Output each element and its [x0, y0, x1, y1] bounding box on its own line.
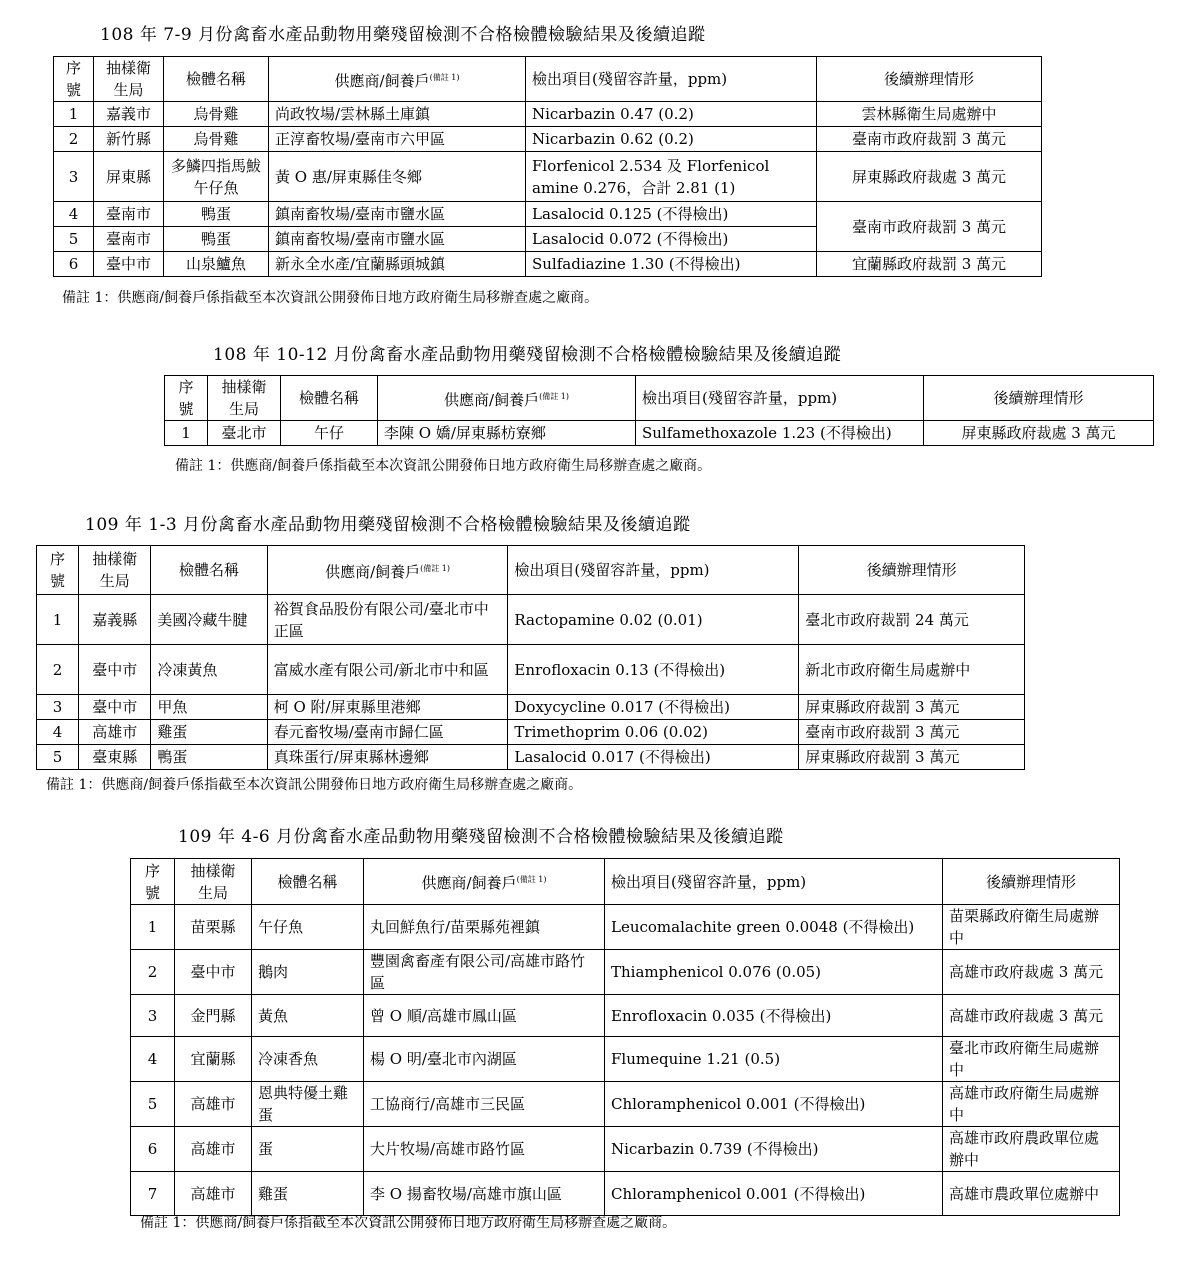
header-sample: 檢體名稱 — [151, 546, 267, 595]
cell-sample: 蛋 — [252, 1127, 364, 1172]
cell-no: 4 — [37, 720, 79, 745]
header-item: 檢出項目(殘留容許量，ppm) — [508, 546, 799, 595]
cell-supplier: 楊 O 明/臺北市內湖區 — [364, 1037, 605, 1082]
cell-item: Chloramphenicol 0.001 (不得檢出) — [605, 1082, 943, 1127]
cell-sample: 多鱗四指馬鮁午仔魚 — [164, 152, 269, 202]
table-row — [131, 1037, 1120, 1082]
cell-sample: 鴨蛋 — [164, 227, 269, 252]
results-table — [130, 858, 1120, 1216]
cell-item: Sulfamethoxazole 1.23 (不得檢出) — [636, 421, 924, 446]
table-row — [54, 202, 1042, 227]
table-row — [131, 995, 1120, 1037]
cell-supplier: 富威水產有限公司/新北市中和區 — [267, 645, 508, 695]
header-supplier: 供應商/飼養戶$^{(備註 1)}$ — [378, 376, 636, 421]
cell-item: Sulfadiazine 1.30 (不得檢出) — [526, 252, 817, 277]
cell-item: Trimethoprim 0.06 (0.02) — [508, 720, 799, 745]
cell-station: 臺中市 — [79, 695, 151, 720]
table-row — [54, 252, 1042, 277]
cell-station: 高雄市 — [175, 1127, 252, 1172]
cell-supplier: 曾 O 順/高雄市鳳山區 — [364, 995, 605, 1037]
results-table — [164, 375, 1154, 446]
footnote: 備註 1：供應商/飼養戶係指截至本次資訊公開發佈日地方政府衛生局移辦查處之廠商。 — [175, 458, 712, 474]
cell-item: Thiamphenicol 0.076 (0.05) — [605, 950, 943, 995]
cell-sample: 山泉鱸魚 — [164, 252, 269, 277]
cell-supplier: 鎮南畜牧場/臺南市鹽水區 — [269, 202, 526, 227]
cell-followup: 臺北市政府衛生局處辦中 — [943, 1037, 1120, 1082]
table-row — [37, 745, 1025, 770]
cell-item: Nicarbazin 0.739 (不得檢出) — [605, 1127, 943, 1172]
cell-no: 3 — [131, 995, 175, 1037]
cell-followup: 新北市政府衛生局處辦中 — [799, 645, 1025, 695]
cell-station: 臺北市 — [208, 421, 281, 446]
cell-station: 臺中市 — [94, 252, 164, 277]
cell-followup: 屏東縣政府裁罰 3 萬元 — [799, 695, 1025, 720]
section-title: 109 年 1-3 月份禽畜水產品動物用藥殘留檢測不合格檢體檢驗結果及後續追蹤 — [85, 515, 691, 535]
cell-no: 5 — [131, 1082, 175, 1127]
cell-item: Enrofloxacin 0.035 (不得檢出) — [605, 995, 943, 1037]
cell-item: Nicarbazin 0.62 (0.2) — [526, 127, 817, 152]
table-row — [37, 720, 1025, 745]
cell-item: Enrofloxacin 0.13 (不得檢出) — [508, 645, 799, 695]
cell-station: 高雄市 — [175, 1082, 252, 1127]
cell-sample: 鴨蛋 — [164, 202, 269, 227]
cell-item: Chloramphenicol 0.001 (不得檢出) — [605, 1172, 943, 1216]
cell-supplier: 尚政牧場/雲林縣土庫鎮 — [269, 102, 526, 127]
cell-no: 2 — [131, 950, 175, 995]
header-supplier: 供應商/飼養戶$^{(備註 1)}$ — [364, 859, 605, 905]
header-station: 抽樣衛 生局 — [79, 546, 151, 595]
header-station: 抽樣衛 生局 — [94, 57, 164, 102]
cell-item: Lasalocid 0.072 (不得檢出) — [526, 227, 817, 252]
header-followup: 後續辦理情形 — [943, 859, 1120, 905]
cell-station: 臺中市 — [175, 950, 252, 995]
cell-followup: 臺南市政府裁罰 3 萬元 — [817, 127, 1042, 152]
table-row — [37, 695, 1025, 720]
cell-station: 嘉義縣 — [79, 595, 151, 645]
cell-station: 臺中市 — [79, 645, 151, 695]
table-row — [165, 421, 1154, 446]
table-row — [37, 595, 1025, 645]
header-item: 檢出項目(殘留容許量，ppm) — [605, 859, 943, 905]
cell-sample: 美國冷藏牛腱 — [151, 595, 267, 645]
cell-supplier: 正淳畜牧場/臺南市六甲區 — [269, 127, 526, 152]
cell-no: 1 — [165, 421, 208, 446]
table-header-row — [165, 376, 1154, 421]
cell-supplier: 柯 O 附/屏東縣里港鄉 — [267, 695, 508, 720]
cell-item: Lasalocid 0.125 (不得檢出) — [526, 202, 817, 227]
section-title: 108 年 10-12 月份禽畜水產品動物用藥殘留檢測不合格檢體檢驗結果及後續追蹤 — [213, 345, 842, 365]
header-followup: 後續辦理情形 — [924, 376, 1154, 421]
cell-followup: 高雄市政府衛生局處辦中 — [943, 1082, 1120, 1127]
cell-sample: 烏骨雞 — [164, 102, 269, 127]
cell-sample: 冷凍黃魚 — [151, 645, 267, 695]
cell-station: 臺南市 — [94, 202, 164, 227]
header-sample: 檢體名稱 — [164, 57, 269, 102]
results-table — [53, 56, 1042, 277]
cell-followup: 屏東縣政府裁罰 3 萬元 — [799, 745, 1025, 770]
cell-followup: 雲林縣衛生局處辦中 — [817, 102, 1042, 127]
cell-no: 4 — [131, 1037, 175, 1082]
cell-station: 金門縣 — [175, 995, 252, 1037]
cell-no: 4 — [54, 202, 94, 227]
cell-followup: 臺南市政府裁罰 3 萬元 — [799, 720, 1025, 745]
cell-supplier: 豐園禽畜產有限公司/高雄市路竹區 — [364, 950, 605, 995]
cell-supplier: 李陳 O 嬌/屏東縣枋寮鄉 — [378, 421, 636, 446]
header-sample: 檢體名稱 — [252, 859, 364, 905]
cell-item: Ractopamine 0.02 (0.01) — [508, 595, 799, 645]
cell-sample: 黃魚 — [252, 995, 364, 1037]
cell-sample: 午仔 — [281, 421, 378, 446]
cell-sample: 午仔魚 — [252, 905, 364, 950]
cell-no: 3 — [54, 152, 94, 202]
cell-followup: 高雄市政府裁處 3 萬元 — [943, 950, 1120, 995]
table-row — [131, 1127, 1120, 1172]
table-row — [131, 950, 1120, 995]
cell-item: Florfenicol 2.534 及 Florfenicol amine 0.276，合計 2.81 (1) — [526, 152, 817, 202]
cell-no: 1 — [37, 595, 79, 645]
section-title: 108 年 7-9 月份禽畜水產品動物用藥殘留檢測不合格檢體檢驗結果及後續追蹤 — [100, 25, 706, 45]
cell-no: 2 — [54, 127, 94, 152]
cell-followup: 高雄市政府農政單位處辦中 — [943, 1127, 1120, 1172]
header-followup: 後續辦理情形 — [799, 546, 1025, 595]
header-item: 檢出項目(殘留容許量，ppm) — [526, 57, 817, 102]
footnote: 備註 1：供應商/飼養戶係指截至本次資訊公開發佈日地方政府衛生局移辦查處之廠商。 — [140, 1215, 677, 1231]
table-row — [37, 645, 1025, 695]
footnote: 備註 1：供應商/飼養戶係指截至本次資訊公開發佈日地方政府衛生局移辦查處之廠商。 — [46, 777, 583, 793]
cell-supplier: 裕賀食品股份有限公司/臺北市中正區 — [267, 595, 508, 645]
cell-supplier: 新永全水產/宜蘭縣頭城鎮 — [269, 252, 526, 277]
cell-item: Lasalocid 0.017 (不得檢出) — [508, 745, 799, 770]
cell-followup: 臺南市政府裁罰 3 萬元 — [817, 202, 1042, 252]
header-station: 抽樣衛 生局 — [175, 859, 252, 905]
table-row — [131, 905, 1120, 950]
cell-item: Flumequine 1.21 (0.5) — [605, 1037, 943, 1082]
table-header-row — [131, 859, 1120, 905]
header-supplier: 供應商/飼養戶$^{(備註 1)}$ — [267, 546, 508, 595]
header-seq: 序 號 — [37, 546, 79, 595]
cell-followup: 屏東縣政府裁處 3 萬元 — [817, 152, 1042, 202]
cell-no: 6 — [54, 252, 94, 277]
cell-followup: 高雄市農政單位處辦中 — [943, 1172, 1120, 1216]
cell-no: 1 — [131, 905, 175, 950]
cell-sample: 雞蛋 — [252, 1172, 364, 1216]
cell-followup: 屏東縣政府裁處 3 萬元 — [924, 421, 1154, 446]
cell-station: 高雄市 — [175, 1172, 252, 1216]
section-title: 109 年 4-6 月份禽畜水產品動物用藥殘留檢測不合格檢體檢驗結果及後續追蹤 — [178, 827, 784, 847]
cell-supplier: 春元畜牧場/臺南市歸仁區 — [267, 720, 508, 745]
header-supplier: 供應商/飼養戶$^{(備註 1)}$ — [269, 57, 526, 102]
table-row — [54, 152, 1042, 202]
cell-no: 2 — [37, 645, 79, 695]
cell-supplier: 丸回鮮魚行/苗栗縣苑裡鎮 — [364, 905, 605, 950]
header-seq: 序 號 — [131, 859, 175, 905]
cell-followup: 高雄市政府裁處 3 萬元 — [943, 995, 1120, 1037]
cell-station: 臺東縣 — [79, 745, 151, 770]
cell-supplier: 真珠蛋行/屏東縣林邊鄉 — [267, 745, 508, 770]
cell-supplier: 李 O 揚畜牧場/高雄市旗山區 — [364, 1172, 605, 1216]
cell-sample: 雞蛋 — [151, 720, 267, 745]
cell-sample: 冷凍香魚 — [252, 1037, 364, 1082]
results-table — [36, 545, 1025, 770]
footnote: 備註 1：供應商/飼養戶係指截至本次資訊公開發佈日地方政府衛生局移辦查處之廠商。 — [62, 290, 599, 306]
cell-item: Leucomalachite green 0.0048 (不得檢出) — [605, 905, 943, 950]
cell-sample: 甲魚 — [151, 695, 267, 720]
cell-station: 苗栗縣 — [175, 905, 252, 950]
cell-station: 高雄市 — [79, 720, 151, 745]
cell-supplier: 黃 O 惠/屏東縣佳冬鄉 — [269, 152, 526, 202]
cell-no: 1 — [54, 102, 94, 127]
cell-no: 5 — [37, 745, 79, 770]
header-item: 檢出項目(殘留容許量，ppm) — [636, 376, 924, 421]
header-followup: 後續辦理情形 — [817, 57, 1042, 102]
table-row — [54, 127, 1042, 152]
cell-supplier: 大片牧場/高雄市路竹區 — [364, 1127, 605, 1172]
cell-station: 宜蘭縣 — [175, 1037, 252, 1082]
cell-sample: 烏骨雞 — [164, 127, 269, 152]
header-sample: 檢體名稱 — [281, 376, 378, 421]
cell-no: 3 — [37, 695, 79, 720]
table-row — [54, 102, 1042, 127]
table-header-row — [37, 546, 1025, 595]
cell-followup: 臺北市政府裁罰 24 萬元 — [799, 595, 1025, 645]
cell-station: 嘉義市 — [94, 102, 164, 127]
table-row — [131, 1172, 1120, 1216]
header-seq: 序 號 — [165, 376, 208, 421]
table-row — [131, 1082, 1120, 1127]
cell-supplier: 鎮南畜牧場/臺南市鹽水區 — [269, 227, 526, 252]
cell-followup: 苗栗縣政府衛生局處辦中 — [943, 905, 1120, 950]
cell-item: Doxycycline 0.017 (不得檢出) — [508, 695, 799, 720]
cell-followup: 宜蘭縣政府裁罰 3 萬元 — [817, 252, 1042, 277]
cell-no: 6 — [131, 1127, 175, 1172]
cell-no: 7 — [131, 1172, 175, 1216]
cell-sample: 鵝肉 — [252, 950, 364, 995]
cell-no: 5 — [54, 227, 94, 252]
cell-sample: 鴨蛋 — [151, 745, 267, 770]
cell-station: 新竹縣 — [94, 127, 164, 152]
cell-item: Nicarbazin 0.47 (0.2) — [526, 102, 817, 127]
header-seq: 序 號 — [54, 57, 94, 102]
header-station: 抽樣衛 生局 — [208, 376, 281, 421]
cell-sample: 恩典特優土雞蛋 — [252, 1082, 364, 1127]
table-header-row — [54, 57, 1042, 102]
cell-supplier: 工協商行/高雄市三民區 — [364, 1082, 605, 1127]
cell-station: 屏東縣 — [94, 152, 164, 202]
cell-station: 臺南市 — [94, 227, 164, 252]
